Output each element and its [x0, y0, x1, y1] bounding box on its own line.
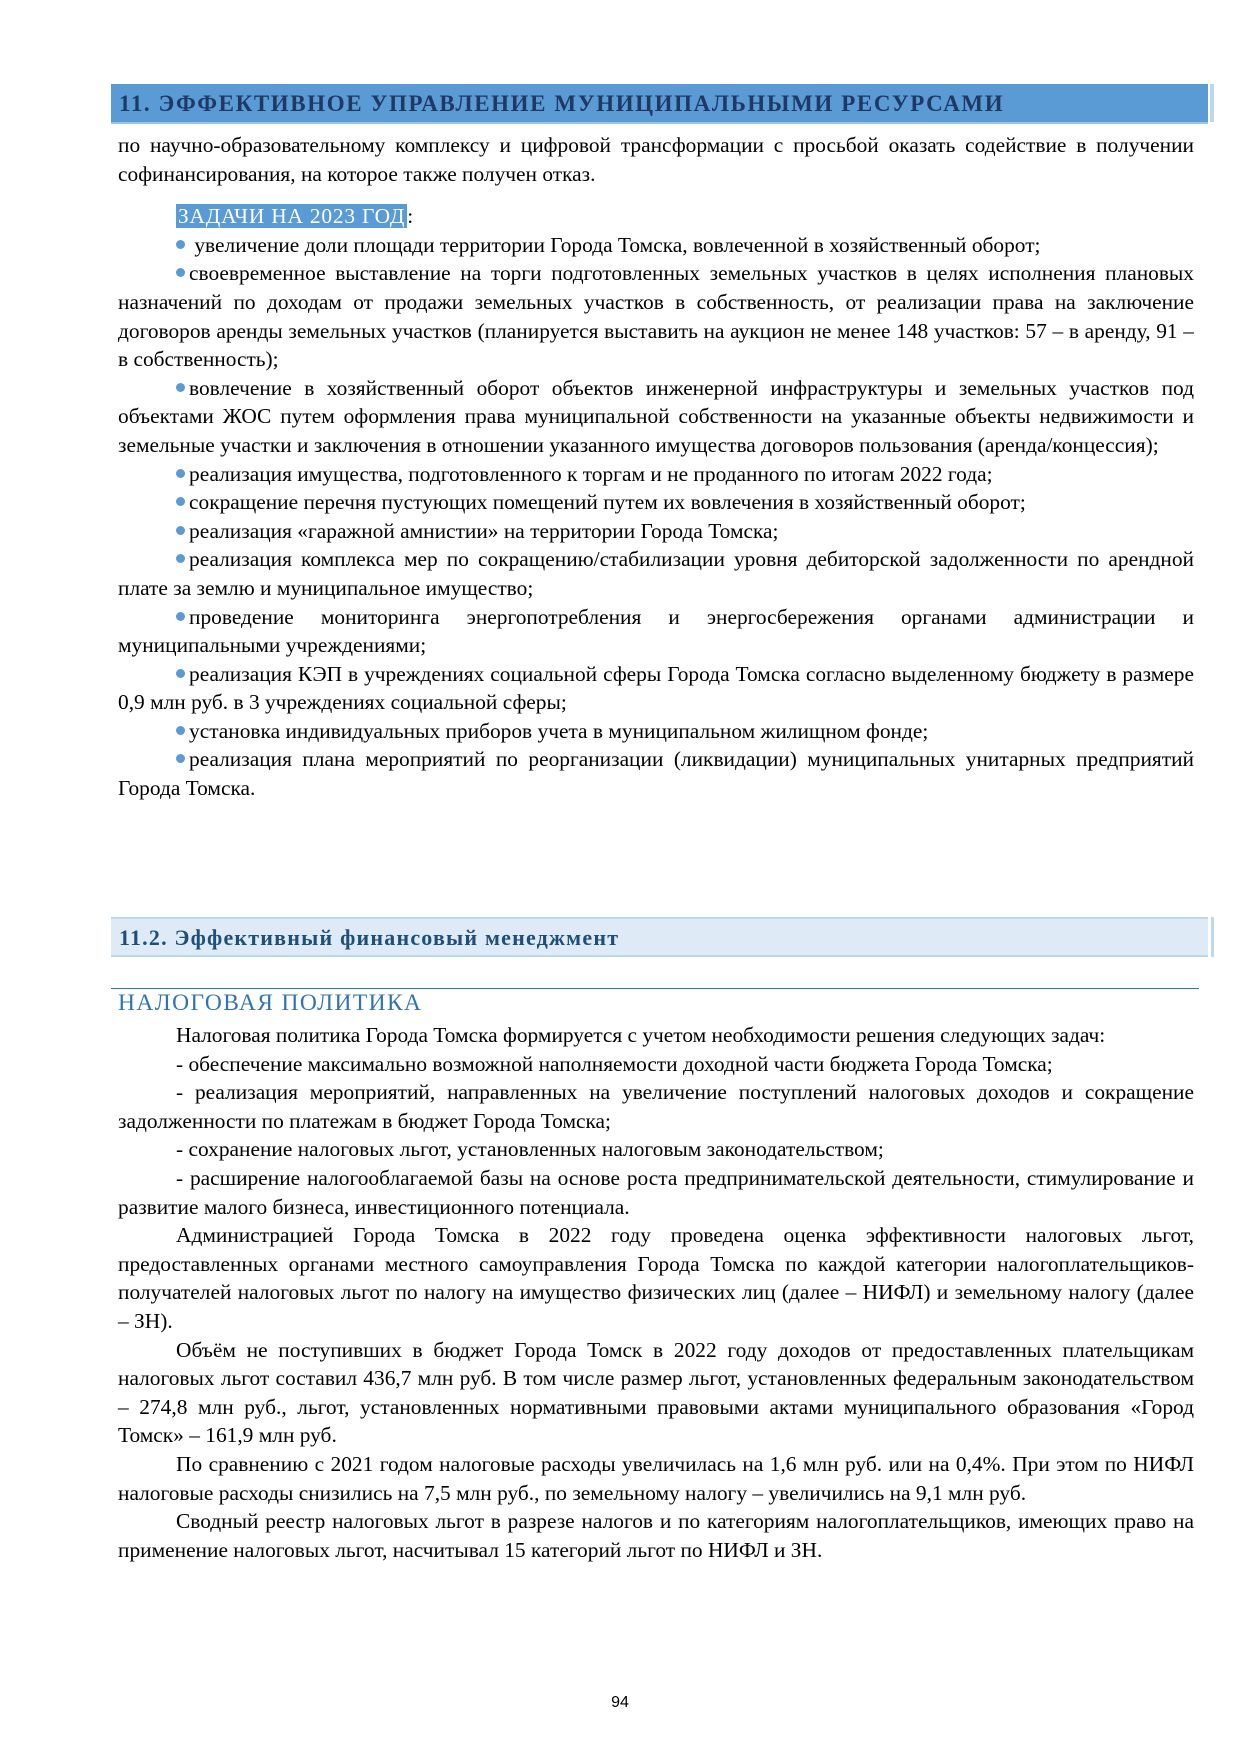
- tasks-title-colon: :: [407, 204, 414, 229]
- heading-divider: [111, 988, 1199, 989]
- task-item-text: проведение мониторинга энергопотребления и энергосбережения органами администрации и муниципальными учреждениями;: [118, 604, 1194, 658]
- paragraph: - расширение налогооблагаемой базы на основе роста предпринимательской деятельности, стимулирование и развитие малого бизнеса, инвестиционного потенциала.: [118, 1165, 1194, 1219]
- paragraph: Администрацией Города Томска в 2022 году проведена оценка эффективности налоговых льгот, предоставленных органами местного самоуправления Города Томска по каждой категории налогоплательщиков-получателей налоговых льгот по налогу на имущество физических лиц (далее – НИФЛ) и земельному налогу (далее – ЗН).: [118, 1223, 1194, 1333]
- task-item-text: реализация КЭП в учреждениях социальной сферы Города Томска согласно выделенному бюджету в размере 0,9 млн руб. в 3 учреждениях социальной сферы;: [118, 661, 1194, 715]
- task-item: [118, 660, 1194, 717]
- task-item-text: реализация плана мероприятий по реорганизации (ликвидации) муниципальных унитарных предприятий Города Томска.: [118, 747, 1194, 801]
- tasks-heading: [118, 202, 1194, 231]
- paragraph: - реализация мероприятий, направленных на увеличение поступлений налоговых доходов и сокращение задолженности по платежам в бюджет Города Томска;: [118, 1080, 1194, 1133]
- task-item-text: своевременное выставление на торги подготовленных земельных участков в целях исполнения плановых назначений по доходам от продажи земельных участков в собственность, от реализации права на заключение договоров аренды земельных участков (планируется выставить на аукцион не менее 148 участков: 57 – в аренду, 91 – в собственность);: [118, 261, 1194, 372]
- bullet-dot-icon: [176, 497, 185, 506]
- paragraph: - обеспечение максимально возможной наполняемости доходной части бюджета Города Томска;: [176, 1051, 1053, 1076]
- bullet-dot-icon: [176, 240, 185, 249]
- bullet-dot-icon: [176, 383, 185, 392]
- bullet-dot-icon: [176, 268, 185, 277]
- task-item-text: установка индивидуальных приборов учета в муниципальном жилищном фонде;: [189, 718, 929, 743]
- bullet-dot-icon: [176, 554, 185, 563]
- intro-paragraph: по научно-образовательному комплексу и цифровой трансформации с просьбой оказать содействие в получении софинансирования, на которое также получен отказ.: [118, 133, 1194, 186]
- subsection-title: 11.2. Эффективный финансовый менеджмент: [119, 925, 620, 950]
- task-item: [118, 745, 1194, 802]
- tax-policy-heading: НАЛОГОВАЯ ПОЛИТИКА: [118, 990, 423, 1016]
- task-item: [118, 460, 1194, 489]
- tasks-title: ЗАДАЧИ НА 2023 ГОД: [178, 204, 406, 229]
- task-item-text: увеличение доли площади территории Города Томска, вовлеченной в хозяйственный оборот;: [194, 232, 1041, 257]
- paragraph: Сводный реестр налоговых льгот в разрезе налогов и по категориям налогоплательщиков, имеющих право на применение налоговых льгот, насчитывал 15 категорий льгот по НИФЛ и ЗН.: [118, 1509, 1194, 1562]
- bullet-dot-icon: [176, 754, 185, 763]
- task-item-text: реализация комплекса мер по сокращению/стабилизации уровня дебиторской задолженности по арендной плате за землю и муниципальное имущество;: [118, 547, 1194, 600]
- task-item: [118, 545, 1194, 602]
- subsection-header-bar: [111, 917, 1208, 957]
- task-item: [118, 517, 1194, 546]
- section-title: 11. ЭФФЕКТИВНОЕ УПРАВЛЕНИЕ МУНИЦИПАЛЬНЫМИ РЕСУРСАМИ: [119, 91, 1005, 116]
- bullet-dot-icon: [176, 726, 185, 735]
- task-item-text: реализация «гаражной амнистии» на территории Города Томска;: [189, 518, 779, 543]
- task-item-text: вовлечение в хозяйственный оборот объектов инженерной инфраструктуры и земельных участков под объектами ЖОС путем оформления права муниципальной собственности на указанные объекты недвижимости и земельные участки и заключения в отношении указанного имущества договоров пользования (аренда/концессия);: [118, 375, 1194, 457]
- task-item: [118, 603, 1194, 660]
- task-item: [118, 259, 1194, 373]
- paragraph: Объём не поступивших в бюджет Города Томск в 2022 году доходов от предоставленных плательщикам налоговых льгот составил 436,7 млн руб. В том числе размер льгот, установленных федеральным законодательством – 274,8 млн руб., льгот, установленных нормативными правовыми актами муниципального образования «Город Томск» – 161,9 млн руб.: [118, 1337, 1194, 1448]
- task-item-text: реализация имущества, подготовленного к торгам и не проданного по итогам 2022 года;: [189, 461, 993, 486]
- bullet-dot-icon: [176, 612, 185, 621]
- bullet-dot-icon: [176, 669, 185, 678]
- task-item: [118, 374, 1194, 460]
- paragraph: Налоговая политика Города Томска формируется с учетом необходимости решения следующих задач:: [176, 1023, 1106, 1047]
- task-item: [118, 231, 1194, 260]
- tax-policy-text: [118, 1021, 1194, 1564]
- main-text-block: [118, 131, 1194, 803]
- page-number: 94: [611, 1694, 629, 1711]
- paragraph: По сравнению с 2021 годом налоговые расходы увеличилась на 1,6 млн руб. или на 0,4%. При этом по НИФЛ налоговые расходы снизились на 7,5 млн руб., по земельному налогу – увеличились на 9,1 млн руб.: [118, 1451, 1194, 1505]
- paragraph: - сохранение налоговых льгот, установленных налоговым законодательством;: [176, 1137, 884, 1162]
- task-item: [118, 488, 1194, 517]
- bullet-dot-icon: [176, 469, 185, 478]
- section-header-bar: [111, 84, 1208, 124]
- bullet-dot-icon: [176, 526, 185, 535]
- task-item: [118, 717, 1194, 746]
- task-item-text: сокращение перечня пустующих помещений путем их вовлечения в хозяйственный оборот;: [189, 490, 1026, 515]
